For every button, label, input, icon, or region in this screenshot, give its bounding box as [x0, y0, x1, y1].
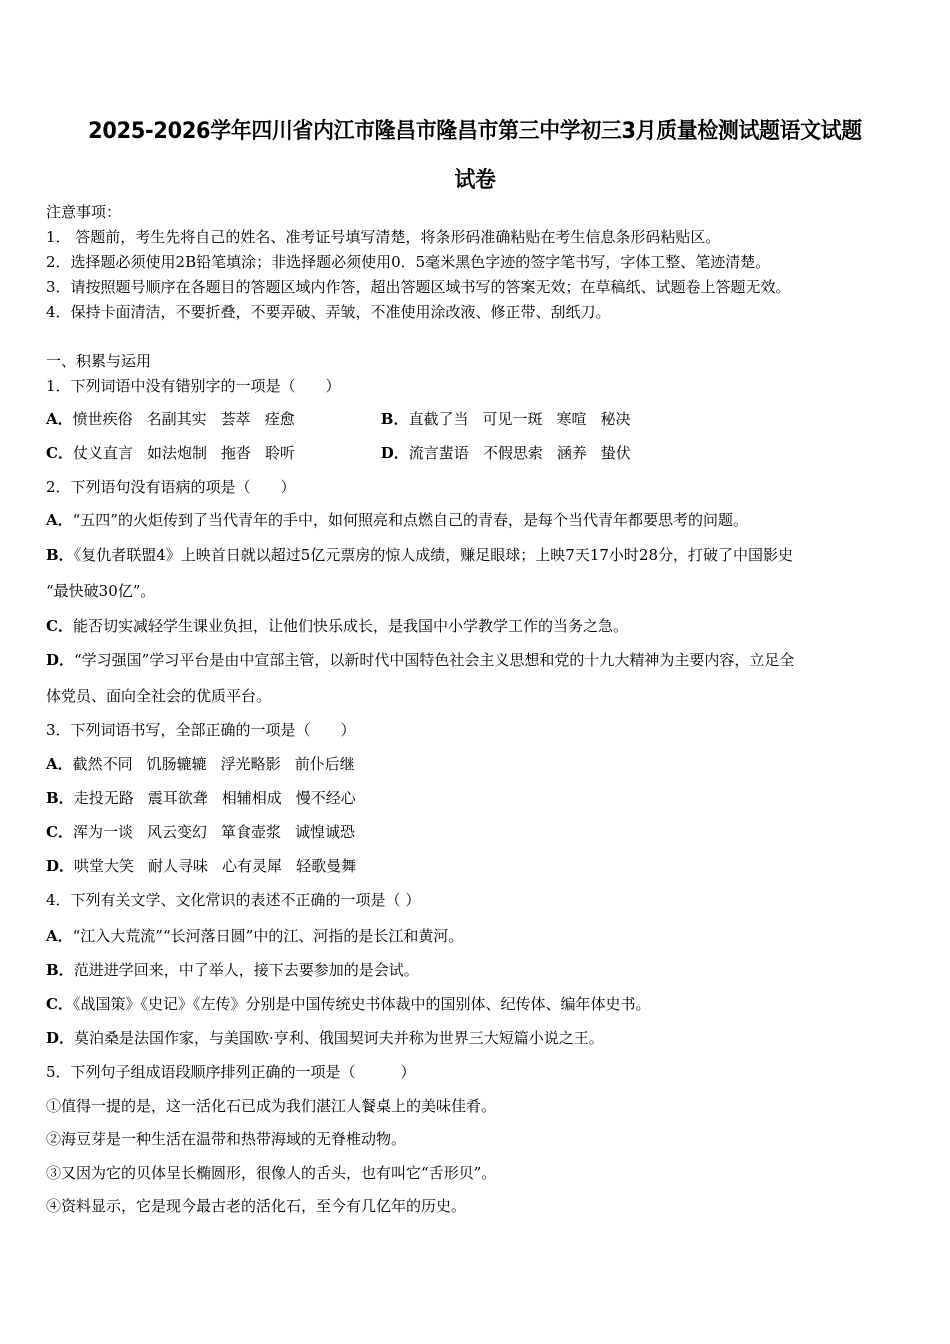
- section-heading: 一、积累与运用: [46, 352, 152, 370]
- q4-c-label: C．: [46, 995, 73, 1013]
- q1-b-label: B．: [380, 410, 409, 428]
- q4-a-text: “江入大荒流”“长河落日圆”中的江、河指的是长江和黄河。: [72, 927, 464, 945]
- q4-option-c: [46, 995, 650, 1013]
- q4-d-text: 莫泊桑是法国作家，与美国欧·亨利、俄国契诃夫并称为世界三大短篇小说之王。: [74, 1029, 604, 1047]
- q2-a-text: “五四”的火炬传到了当代青年的手中，如何照亮和点燃自己的青春，是每个当代青年都要思考的问题。: [72, 511, 748, 529]
- q2-option-b: [46, 546, 793, 564]
- q1-d-word: 不假思索: [482, 444, 543, 462]
- q1-a-word: 愤世疾俗: [72, 410, 133, 428]
- q3-a-word: 前仆后继: [294, 755, 355, 773]
- q3-c-word: 箪食壶浆: [220, 823, 281, 841]
- q5-sentence-3: ③又因为它的贝体呈长椭圆形，很像人的舌头，也有叫它“舌形贝”。: [46, 1164, 497, 1182]
- q1-d-word: 蛰伏: [600, 444, 631, 462]
- notice-item-2: 2．选择题必须使用2B铅笔填涂；非选择题必须使用0．5毫米黑色字迹的签字笔书写，字体工整、笔迹清楚。: [46, 253, 771, 271]
- q3-d-word: 轻歌曼舞: [296, 857, 357, 875]
- q2-d-text: “学习强国”学习平台是由中宣部主管，以新时代中国特色社会主义思想和党的十九大精神为主要内容，立足全: [74, 651, 795, 669]
- q1-b-word: 秘决: [600, 410, 631, 428]
- q1-stem: 1．下列词语中没有错别字的一项是（ ）: [46, 377, 341, 395]
- q2-d-label: D．: [46, 651, 75, 669]
- q1-a-word: 痊愈: [264, 410, 295, 428]
- q1-row-cd: [46, 444, 631, 462]
- q5-stem: 5．下列句子组成语段顺序排列正确的一项是（ ）: [46, 1063, 416, 1081]
- q1-c-label: C．: [46, 444, 73, 462]
- q1-c-word: 仗义直言: [72, 444, 133, 462]
- q1-c-word: 如法炮制: [146, 444, 207, 462]
- q1-d-word: 涵养: [556, 444, 587, 462]
- q3-c-word: 诚惶诚恐: [295, 823, 356, 841]
- q4-b-text: 范进进学回来，中了举人，接下去要参加的是会试。: [73, 961, 419, 979]
- q1-a-word: 名副其实: [146, 410, 207, 428]
- q3-b-word: 慢不经心: [295, 789, 356, 807]
- q1-b-word: 可见一斑: [482, 410, 543, 428]
- q2-option-a: [46, 511, 748, 529]
- q2-a-label: A．: [46, 511, 73, 529]
- q2-c-label: C．: [46, 617, 73, 635]
- notice-item-3: 3．请按照题号顺序在各题目的答题区域内作答，超出答题区域书写的答案无效；在草稿纸、试题卷上答题无效。: [46, 278, 791, 296]
- q4-d-label: D．: [46, 1029, 75, 1047]
- q1-a-label: A．: [46, 410, 73, 428]
- q1-row-ab: [46, 410, 631, 428]
- q2-option-d-cont: 体党员、面向全社会的优质平台。: [46, 687, 272, 705]
- q3-b-label: B．: [46, 789, 74, 807]
- q2-option-d: [46, 651, 794, 669]
- q1-c-word: 拖沓: [220, 444, 251, 462]
- q2-c-text: 能否切实减轻学生课业负担，让他们快乐成长，是我国中小学教学工作的当务之急。: [72, 617, 628, 635]
- q3-b-word: 走投无路: [73, 789, 134, 807]
- q4-a-label: A．: [46, 927, 73, 945]
- notice-item-4: 4．保持卡面清洁，不要折叠，不要弄破、弄皱，不准使用涂改液、修正带、刮纸刀。: [46, 303, 611, 321]
- q1-option-a: [46, 410, 376, 428]
- q3-d-word: 心有灵犀: [222, 857, 283, 875]
- document-title-line2: 试卷: [454, 168, 496, 193]
- q4-b-label: B．: [46, 961, 74, 979]
- q3-stem: 3．下列词语书写，全部正确的一项是（ ）: [46, 721, 356, 739]
- q3-a-word: 截然不同: [72, 755, 133, 773]
- q3-option-a: [46, 755, 355, 773]
- q1-option-d: [381, 444, 631, 462]
- q1-c-word: 聆听: [265, 444, 296, 462]
- document-title-line1: 2025-2026学年四川省内江市隆昌市隆昌市第三中学初三3月质量检测试题语文试题: [88, 119, 862, 144]
- q2-b-label: B．: [46, 546, 74, 564]
- q3-a-word: 浮光略影: [220, 755, 281, 773]
- q1-d-label: D．: [380, 444, 409, 462]
- q1-b-word: 直截了当: [408, 410, 469, 428]
- q3-d-word: 哄堂大笑: [74, 857, 135, 875]
- q4-option-d: [46, 1029, 604, 1047]
- q4-option-a: [46, 927, 463, 945]
- q5-sentence-1: ①值得一提的是，这一活化石已成为我们湛江人餐桌上的美味佳肴。: [46, 1097, 497, 1115]
- q3-b-word: 相辅相成: [221, 789, 282, 807]
- notice-item-1: 1． 答题前，考生先将自己的姓名、准考证号填写清楚，将条形码准确粘贴在考生信息条形码粘贴区。: [46, 228, 721, 246]
- q1-b-word: 寒喧: [556, 410, 587, 428]
- q3-c-word: 浑为一谈: [72, 823, 133, 841]
- q1-d-word: 流言蜚语: [408, 444, 469, 462]
- q3-option-c: [46, 823, 355, 841]
- q3-d-word: 耐人寻味: [148, 857, 209, 875]
- q2-b-text: 《复仇者联盟4》上映首日就以超过5亿元票房的惊人成绩，赚足眼球；上映7天17小时28分，打破了中国影史: [73, 546, 793, 564]
- q3-option-b: [46, 789, 356, 807]
- q4-stem: 4．下列有关文学、文化常识的表述不正确的一项是（ ）: [46, 891, 421, 909]
- q5-sentence-4: ④资料显示，它是现今最古老的活化石，至今有几亿年的历史。: [46, 1197, 467, 1215]
- q4-c-text: 《战国策》《史记》《左传》分别是中国传统史书体裁中的国别体、纪传体、编年体史书。: [72, 995, 651, 1013]
- q2-option-b-cont: “最快破30亿”。: [46, 582, 156, 600]
- q1-a-word: 荟萃: [220, 410, 251, 428]
- q3-c-label: C．: [46, 823, 73, 841]
- q5-sentence-2: ②海豆芽是一种生活在温带和热带海域的无脊椎动物。: [46, 1130, 407, 1148]
- notice-heading: 注意事项：: [46, 203, 122, 221]
- q3-a-label: A．: [46, 755, 73, 773]
- q2-stem: 2．下列语句没有语病的项是（ ）: [46, 478, 296, 496]
- q3-a-word: 饥肠辘辘: [146, 755, 207, 773]
- q3-b-word: 震耳欲聋: [147, 789, 208, 807]
- q1-option-b: [381, 410, 631, 428]
- q1-option-c: [46, 444, 376, 462]
- q3-c-word: 风云变幻: [146, 823, 207, 841]
- q3-option-d: [46, 857, 356, 875]
- q4-option-b: [46, 961, 419, 979]
- q2-option-c: [46, 617, 628, 635]
- q3-d-label: D．: [46, 857, 75, 875]
